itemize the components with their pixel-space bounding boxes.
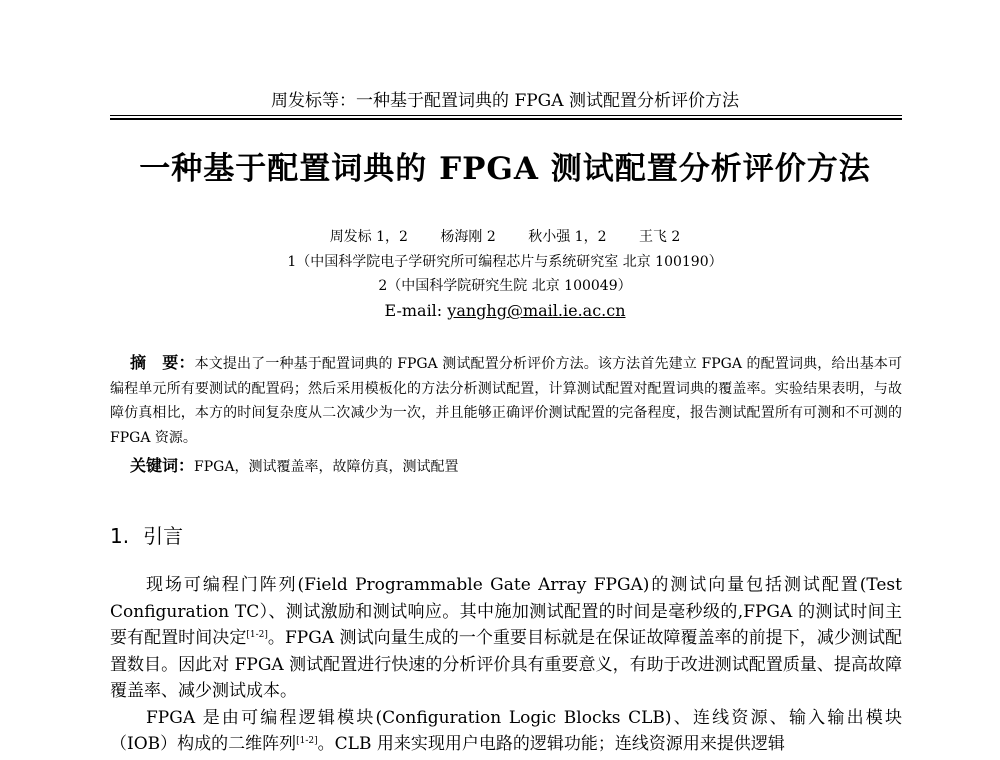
citation: [1-2]: [296, 736, 318, 746]
header-rule-thick: [110, 118, 902, 120]
abstract-text: 本文提出了一种基于配置词典的 FPGA 测试配置分析评价方法。该方法首先建立 FPGA 的配置词典，给出基本可编程单元所有要测试的配置码；然后采用模板化的方法分析测试配置，计算测试配置对配置词典的覆盖率。实验结果表明，与故障仿真相比，本方的时间复杂度从二次减少为一次，并且能够正确评价测试配置的完备程度，报告测试配置所有可测和不可测的 FPGA 资源。: [110, 356, 902, 446]
paragraph-text: 。FPGA 测试向量生成的一个重要目标就是在保证故障覆盖率的前提下，减少测试配置数目。因此对 FPGA 测试配置进行快速的分析评价具有重要意义，有助于改进测试配置质量、提高故障覆盖率、减少测试成本。: [110, 628, 902, 701]
header-rule: [110, 115, 902, 116]
keywords-label: 关键词：: [130, 456, 195, 475]
citation: [1-2]: [246, 630, 268, 640]
body-text: [110, 572, 902, 758]
paragraph: [110, 705, 902, 758]
author-list: [110, 226, 900, 246]
section-heading: [110, 520, 183, 549]
affiliation: 1（中国科学院电子学研究所可编程芯片与系统研究室 北京 100190）: [287, 254, 723, 270]
paper-title: 一种基于配置词典的 FPGA 测试配置分析评价方法: [139, 151, 871, 187]
keywords-text: FPGA，测试覆盖率，故障仿真，测试配置: [194, 459, 459, 475]
keywords: [110, 453, 902, 476]
email-line: [110, 301, 900, 320]
author-name: 秋小强 1，2: [528, 229, 607, 245]
email-label: E-mail:: [384, 301, 448, 320]
abstract-label: 摘 要：: [130, 353, 195, 372]
author-name: 周发标 1，2: [329, 229, 408, 245]
email-link[interactable]: yanghg@mail.ie.ac.cn: [447, 301, 626, 320]
section-title: 引言: [143, 524, 184, 548]
paragraph-text: 。CLB 用来实现用户电路的逻辑功能；连线资源用来提供逻辑: [317, 734, 785, 754]
abstract: [110, 351, 902, 450]
author-name: 王飞 2: [638, 229, 681, 245]
affiliation: 2（中国科学院研究生院 北京 100049）: [378, 278, 632, 294]
section-number: 1.: [110, 524, 130, 548]
paragraph-text: FPGA 是由可编程逻辑模块(Configuration Logic Blocks CLB)、连线资源、输入输出模块（IOB）构成的二维阵列: [110, 707, 902, 754]
author-name: 杨海刚 2: [440, 229, 496, 245]
running-header: 周发标等：一种基于配置词典的 FPGA 测试配置分析评价方法: [271, 91, 739, 111]
paragraph: [110, 572, 902, 705]
paragraph-text: 现场可编程门阵列(Field Programmable Gate Array FPGA)的测试向量包括测试配置(Test Configuration TC）、测试激励和测试响应。其中施加测试配置的时间是毫秒级的,FPGA 的测试时间主要有配置时间决定: [110, 575, 902, 648]
